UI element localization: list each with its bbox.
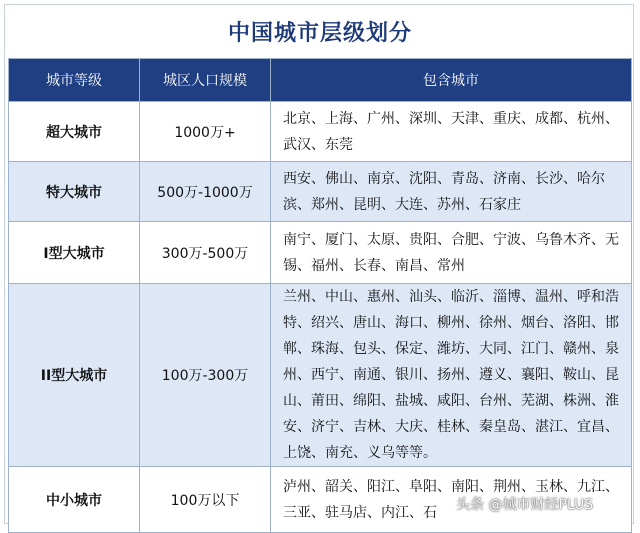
table-row (9, 222, 632, 284)
header-population: 城区人口规模 (140, 59, 271, 102)
level-cell: I型大城市 (9, 222, 140, 284)
population-cell: 300万-500万 (140, 222, 271, 284)
watermark-text: 头条 @城市财经PLUS (456, 497, 594, 513)
cities-cell: 兰州、中山、惠州、汕头、临沂、淄博、温州、呼和浩特、绍兴、唐山、海口、柳州、徐州、烟台、洛阳、邯郸、珠海、包头、保定、潍坊、大同、江门、赣州、泉州、西宁、南通、银川、扬州、遵义、襄阳、鞍山、昆山、莆田、绵阳、盐城、咸阳、台州、芜湖、株洲、淮安、济宁、吉林、大庆、桂林、秦皇岛、湛江、宜昌、上饶、南充、义乌等等。 (271, 284, 632, 467)
table-row (9, 102, 632, 162)
level-cell: 中小城市 (9, 467, 140, 533)
header-cities: 包含城市 (271, 59, 632, 102)
population-cell: 1000万+ (140, 102, 271, 162)
cities-cell: 北京、上海、广州、深圳、天津、重庆、成都、杭州、武汉、东莞 (271, 102, 632, 162)
table-header-row (9, 59, 632, 102)
population-cell: 100万以下 (140, 467, 271, 533)
level-cell: 超大城市 (9, 102, 140, 162)
level-cell: 特大城市 (9, 162, 140, 222)
header-level: 城市等级 (9, 59, 140, 102)
cities-cell: 南宁、厦门、太原、贵阳、合肥、宁波、乌鲁木齐、无锡、福州、长春、南昌、常州 (271, 222, 632, 284)
population-cell: 500万-1000万 (140, 162, 271, 222)
cities-cell: 西安、佛山、南京、沈阳、青岛、济南、长沙、哈尔滨、郑州、昆明、大连、苏州、石家庄 (271, 162, 632, 222)
table-row (9, 162, 632, 222)
table-row (9, 284, 632, 467)
page-title: 中国城市层级划分 (227, 21, 412, 46)
city-tier-table (8, 58, 632, 533)
level-cell: II型大城市 (9, 284, 140, 467)
cities-cell: 泸州、韶关、阳江、阜阳、南阳、荆州、玉林、九江、三亚、驻马店、内江、石 (271, 467, 632, 533)
population-cell: 100万-300万 (140, 284, 271, 467)
